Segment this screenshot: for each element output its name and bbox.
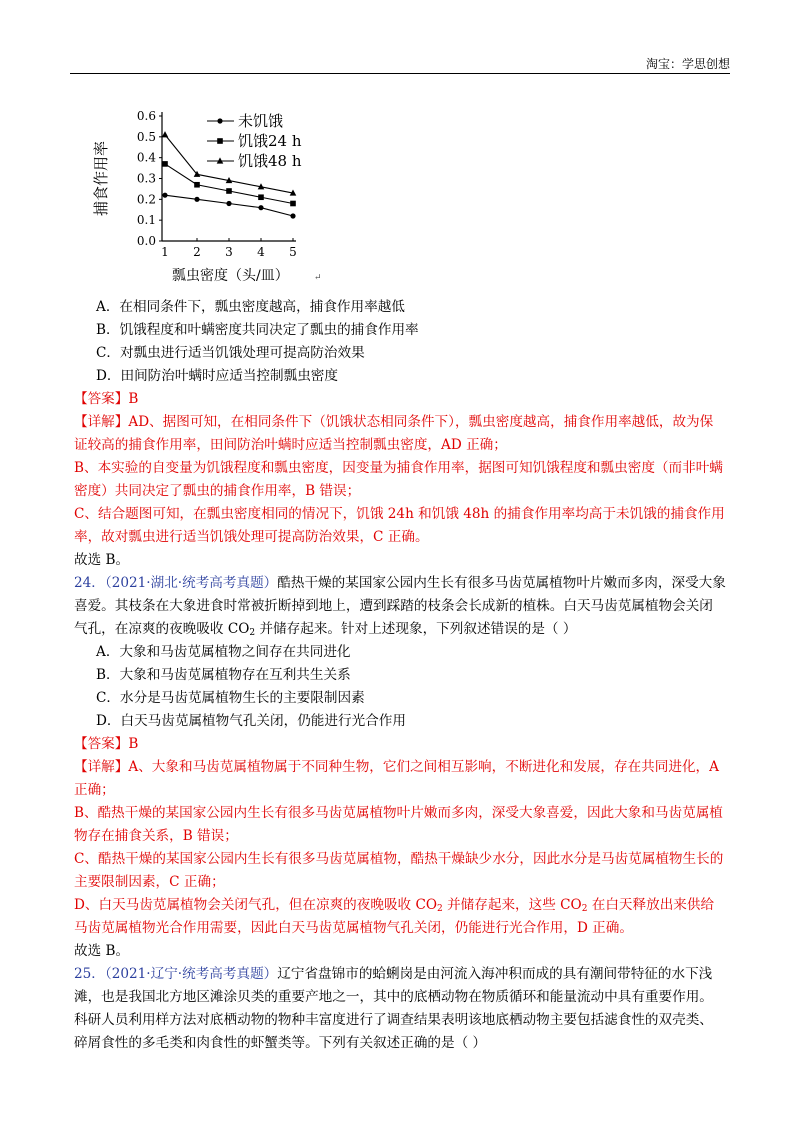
y-tick-label: 0.4 xyxy=(136,150,156,165)
q23-answer: 【答案】B xyxy=(74,391,139,407)
data-point-s1-4 xyxy=(258,205,263,210)
y-tick-label: 0.2 xyxy=(136,192,156,207)
data-point-s2-5 xyxy=(290,201,296,207)
q23-detail-ad: 【详解】AD、据图可知，在相同条件下（饥饿状态相同条件下），瓢虫密度越高，捕食作用率越低，故为保证较高的捕食作用率，田间防治叶螨时应适当控制瓢虫密度，AD 正确； xyxy=(74,414,714,453)
q24-number: 24． xyxy=(74,575,105,591)
data-point-s2-2 xyxy=(194,182,200,188)
q24-option-c: C．水分是马齿苋属植物生长的主要限制因素 xyxy=(96,690,365,706)
x-tick-label: 5 xyxy=(289,245,297,259)
x-axis-label: 瓢虫密度（头/皿） xyxy=(172,268,289,284)
q24-option-b: B．大象和马齿苋属植物存在互利共生关系 xyxy=(96,667,351,683)
q24-detail-d-part1: D、白天马齿苋属植物会关闭气孔，但在凉爽的夜晚吸收 CO xyxy=(74,897,438,913)
y-tick-label: 0.5 xyxy=(136,129,156,144)
q24-detail-d-part3: 在白天释放出来供给马齿苋属植物光合作用需要，因此白天马齿苋属植物气孔关闭，仍能进行光合作用，D 正确。 xyxy=(74,897,715,936)
data-point-s2-1 xyxy=(162,161,168,167)
q24-source: （2021·湖北·统考高考真题） xyxy=(104,575,278,591)
q24-stem-a: 酷热干燥的某国家公园内生长有很多马齿苋属植物叶片嫩而多肉，深受大象喜爱。其枝条在大象进食时常被折断掉到地上，遭到踩踏的枝条会长成新的植株。白天马齿苋属植物会关闭气孔，在凉爽的夜晚吸收 CO xyxy=(74,575,726,637)
content xyxy=(74,296,726,1055)
q23-option-a: A．在相同条件下，瓢虫密度越高，捕食作用率越低 xyxy=(96,299,405,315)
chart-svg xyxy=(84,102,344,292)
x-tick-label: 4 xyxy=(257,245,265,259)
q24-detail-a: 【详解】A、大象和马齿苋属植物属于不同种生物，它们之间相互影响，不断进化和发展，存在共同进化，A 正确； xyxy=(74,759,719,798)
q23-detail-b: B、本实验的自变量为饥饿程度和瓢虫密度，因变量为捕食作用率，据图可知饥饿程度和瓢虫密度（而非叶螨密度）共同决定了瓢虫的捕食作用率，B 错误； xyxy=(74,460,723,499)
y-tick-label: 0.6 xyxy=(136,109,156,123)
q25-source: （2021·辽宁·统考高考真题） xyxy=(104,966,278,982)
x-tick-label: 3 xyxy=(225,245,233,259)
y-axis-label: 捕食作用率 xyxy=(92,140,110,217)
data-point-s1-2 xyxy=(194,197,199,202)
data-point-s3-1 xyxy=(162,131,169,137)
legend-label-2: 饥饿24 h xyxy=(238,132,302,150)
legend-marker-1 xyxy=(217,118,222,123)
q24-conclusion: 故选 B。 xyxy=(74,943,130,959)
q24-detail-d xyxy=(74,894,726,940)
header-text: 淘宝：学思创想 xyxy=(645,57,730,71)
q24-detail-d-sub1: 2 xyxy=(437,904,443,914)
q24-option-d: D．白天马齿苋属植物气孔关闭，仍能进行光合作用 xyxy=(96,713,406,729)
q23-option-d: D．田间防治叶螨时应适当控制瓢虫密度 xyxy=(96,368,338,384)
q23-option-b: B．饥饿程度和叶螨密度共同决定了瓢虫的捕食作用率 xyxy=(96,322,419,338)
data-point-s2-3 xyxy=(226,188,232,194)
data-point-s1-5 xyxy=(290,213,295,218)
q23-option-c: C．对瓢虫进行适当饥饿处理可提高防治效果 xyxy=(96,345,365,361)
q24-detail-d-part2: 并储存起来，这些 CO xyxy=(442,897,582,913)
q24-stem xyxy=(74,572,726,641)
x-tick-label: 2 xyxy=(193,245,201,259)
q24-stem-b: 并储存起来。针对上述现象，下列叙述错误的是（ ） xyxy=(255,621,577,637)
legend-label-1: 未饥饿 xyxy=(238,112,284,130)
y-tick-label: 0.3 xyxy=(136,171,156,186)
data-point-s1-3 xyxy=(226,201,231,206)
q25-stem xyxy=(74,963,726,1055)
q25-stem-text: 辽宁省盘锦市的蛤蜊岗是由河流入海冲积而成的具有潮间带特征的水下浅滩，也是我国北方地区滩涂贝类的重要产地之一，其中的底栖动物在物质循环和能量流动中具有重要作用。科研人员利用样方法对底栖动物的物种丰富度进行了调查结果表明该地底栖动物主要包括滤食性的双壳类、碎屑食性的多毛类和肉食性的虾蟹类等。下列有关叙述正确的是（ ） xyxy=(74,966,713,1051)
data-point-s1-1 xyxy=(162,193,167,198)
header-rule xyxy=(70,73,730,74)
return-mark: ↵ xyxy=(314,273,322,283)
q24-stem-sub: 2 xyxy=(249,628,256,638)
q24-detail-c: C、酷热干燥的某国家公园内生长有很多马齿苋属植物，酷热干燥缺少水分，因此水分是马齿苋属植物生长的主要限制因素，C 正确； xyxy=(74,851,724,890)
q24-option-a: A．大象和马齿苋属植物之间存在共同进化 xyxy=(96,644,351,660)
q23-detail-c: C、结合题图可知，在瓢虫密度相同的情况下，饥饿 24h 和饥饿 48h 的捕食作用率均高于未饥饿的捕食作用率，故对瓢虫进行适当饥饿处理可提高防治效果，C 正确。 xyxy=(74,506,725,545)
q24-detail-d-sub2: 2 xyxy=(581,904,588,914)
q24-answer: 【答案】B xyxy=(74,736,139,752)
legend-label-3: 饥饿48 h xyxy=(238,152,302,170)
legend-marker-2 xyxy=(217,138,223,144)
q24-detail-b: B、酷热干燥的某国家公园内生长有很多马齿苋属植物叶片嫩而多肉，深受大象喜爱，因此大象和马齿苋属植物存在捕食关系，B 错误； xyxy=(74,805,723,844)
y-tick-label: 0.1 xyxy=(136,213,156,228)
x-tick-label: 1 xyxy=(161,245,169,259)
chart xyxy=(84,102,344,292)
y-tick-label: 0.0 xyxy=(136,234,156,248)
data-point-s2-4 xyxy=(258,194,264,200)
q25-number: 25． xyxy=(74,966,105,982)
q23-conclusion: 故选 B。 xyxy=(74,552,130,568)
